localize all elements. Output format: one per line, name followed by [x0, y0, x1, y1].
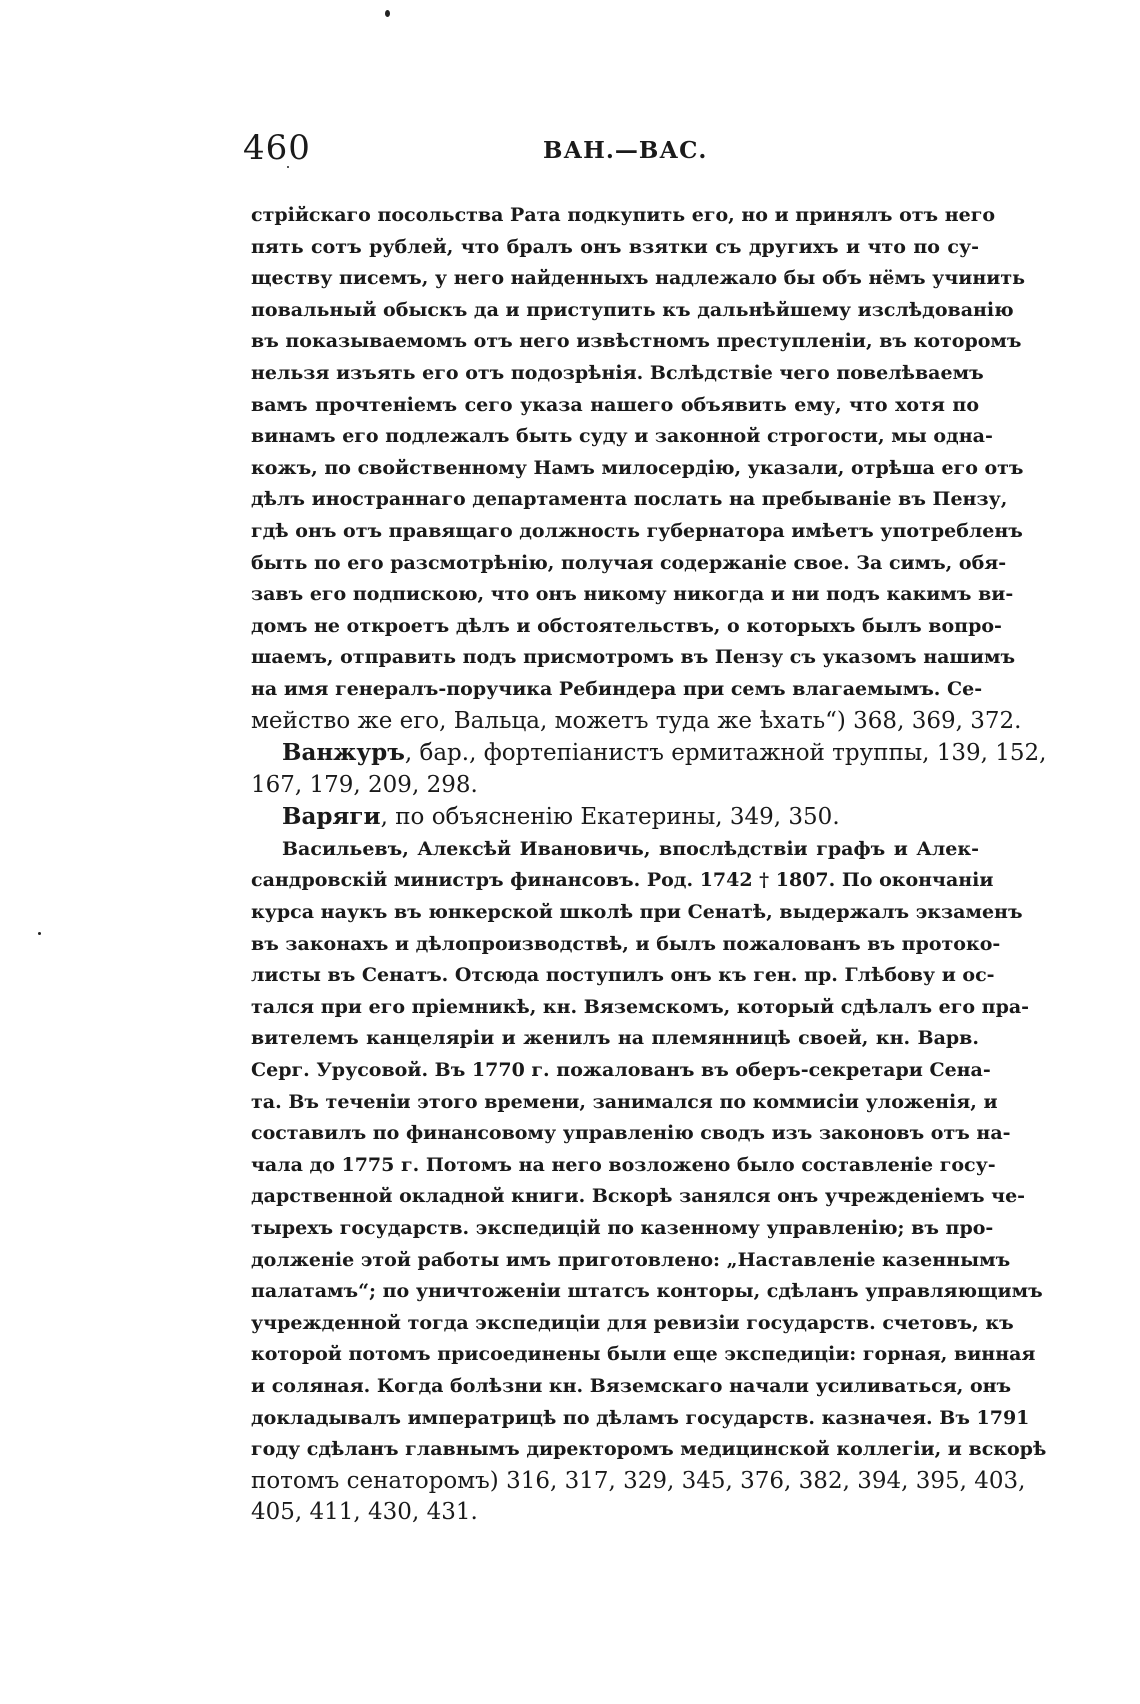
text-line: дѣлъ иностраннаго департамента послать на пребываніе въ Пензу, — [251, 488, 1008, 511]
text-line: которой потомъ присоединены были еще экспедиціи: горная, винная — [251, 1343, 1036, 1366]
entry-varyagi — [251, 801, 979, 834]
page-body — [251, 200, 1047, 1529]
entry-headword: Васильевъ — [282, 837, 403, 860]
entry-text: , Алексѣй Ивановичь, впослѣдствіи графъ и Алек- — [402, 837, 979, 860]
article-valts-continuation — [251, 200, 1026, 737]
text-line: чала до 1775 г. Потомъ на него возложено было составленіе госу- — [251, 1153, 996, 1176]
entry-vasiliev — [251, 834, 1047, 1529]
running-head: ВАН.—ВАС. — [543, 137, 708, 164]
text-line: домъ не откроетъ дѣлъ и обстоятельствъ, о которыхъ былъ вопро- — [251, 614, 1002, 637]
text-line: завъ его подпискою, что онъ никому никогда и ни подъ какимъ ви- — [251, 583, 1014, 606]
text-line: быть по его разсмотрѣнію, получая содержаніе свое. За симъ, обя- — [251, 551, 1007, 574]
entry-text: , по объясненію Екатерины, 349, 350. — [380, 804, 840, 831]
text-line: долженіе этой работы имъ приготовлено: „Наставленіе казеннымъ — [251, 1248, 1011, 1271]
text-line: учрежденной тогда экспедиціи для ревизіи государств. счетовъ, къ — [251, 1311, 1014, 1334]
text-line: листы въ Сенатъ. Отсюда поступилъ онъ къ ген. пр. Глѣбову и ос- — [251, 964, 995, 987]
text-line: повальный обыскъ да и приступить къ дальнѣйшему изслѣдованію — [251, 298, 1014, 321]
text-line: стрійскаго посольства Рата подкупить его, но и принялъ отъ него — [251, 204, 996, 226]
text-line: потомъ сенаторомъ) 316, 317, 329, 345, 376, 382, 394, 395, 403, — [251, 1467, 1026, 1494]
text-line: тался при его пріемникѣ, кн. Вяземскомъ, который сдѣлалъ его пра- — [251, 995, 1030, 1018]
page-header — [243, 126, 983, 176]
entry-first-line — [251, 834, 979, 866]
text-line: палатамъ“; по уничтоженіи штатсъ конторы, сдѣланъ управляющимъ — [251, 1280, 1043, 1303]
print-speck — [385, 10, 390, 17]
text-line: та. Въ теченіи этого времени, занимался по коммисіи уложенія, и — [251, 1090, 998, 1113]
text-line: курса наукъ въ юнкерской школѣ при Сенатѣ, выдержалъ экзаменъ — [251, 901, 1023, 924]
text-line: докладывалъ императрицѣ по дѣламъ государств. казначея. Въ 1791 — [251, 1406, 1030, 1429]
text-line: ществу писемъ, у него найденныхъ надлежало бы объ нёмъ учинить — [251, 267, 1026, 290]
text-line: гдѣ онъ отъ правящаго должность губернатора имѣетъ употребленъ — [251, 519, 1023, 542]
text-line: винамъ его подлежалъ быть суду и законной строгости, мы одна- — [251, 425, 993, 448]
text-line: вителемъ канцеляріи и женилъ на племянницѣ своей, кн. Варв. — [251, 1027, 979, 1050]
entry-first-line — [251, 737, 1047, 770]
text-line: тырехъ государств. экспедицій по казенному управленію; въ про- — [251, 1217, 994, 1239]
text-line: шаемъ, отправить подъ присмотромъ въ Пензу съ указомъ нашимъ — [251, 646, 1016, 669]
entry-first-line — [251, 801, 979, 834]
text-line: въ законахъ и дѣлопроизводствѣ, и былъ пожалованъ въ протоко- — [251, 932, 1001, 955]
text-line: и соляная. Когда болѣзни кн. Вяземскаго начали усиливаться, онъ — [251, 1374, 1012, 1397]
text-line: году сдѣланъ главнымъ директоромъ медицинской коллегіи, и вскорѣ — [251, 1438, 1047, 1461]
entry-vanzhur — [251, 737, 1047, 801]
text-line: пять сотъ рублей, что бралъ онъ взятки съ другихъ и что по су- — [251, 235, 979, 258]
text-line: кожъ, по свойственному Намъ милосердію, указали, отрѣша его отъ — [251, 456, 1024, 479]
text-line: 167, 179, 209, 298. — [251, 771, 478, 798]
entry-text: , бар., фортепіанистъ ермитажной труппы, 139, 152, — [404, 740, 1047, 767]
text-line: дарственной окладной книги. Вскорѣ занялся онъ учрежденіемъ че- — [251, 1185, 1026, 1208]
text-line: Серг. Урусовой. Въ 1770 г. пожалованъ въ оберъ-секретари Сена- — [251, 1059, 991, 1082]
entry-headword: Варяги — [282, 803, 381, 831]
text-line: сандровскій министръ финансовъ. Род. 1742 † 1807. По окончаніи — [251, 869, 994, 892]
page-number: 460 — [243, 128, 311, 168]
text-line: вамъ прочтеніемъ сего указа нашего объявить ему, что хотя по — [251, 393, 979, 416]
entry-headword: Ванжуръ — [282, 739, 405, 767]
text-line: мейство же его, Вальца, можетъ туда же ѣхать“) 368, 369, 372. — [251, 707, 1022, 734]
text-line: 405, 411, 430, 431. — [251, 1499, 478, 1526]
text-line: въ показываемомъ отъ него извѣстномъ преступленіи, въ которомъ — [251, 330, 1022, 353]
text-line: на имя генералъ-поручика Ребиндера при семъ влагаемымъ. Се- — [251, 677, 983, 700]
print-speck — [38, 932, 41, 935]
text-line: составилъ по финансовому управленію сводъ изъ законовъ отъ на- — [251, 1122, 1011, 1145]
text-line: нельзя изъять его отъ подозрѣнія. Вслѣдствіе чего повелѣваемъ — [251, 361, 984, 384]
